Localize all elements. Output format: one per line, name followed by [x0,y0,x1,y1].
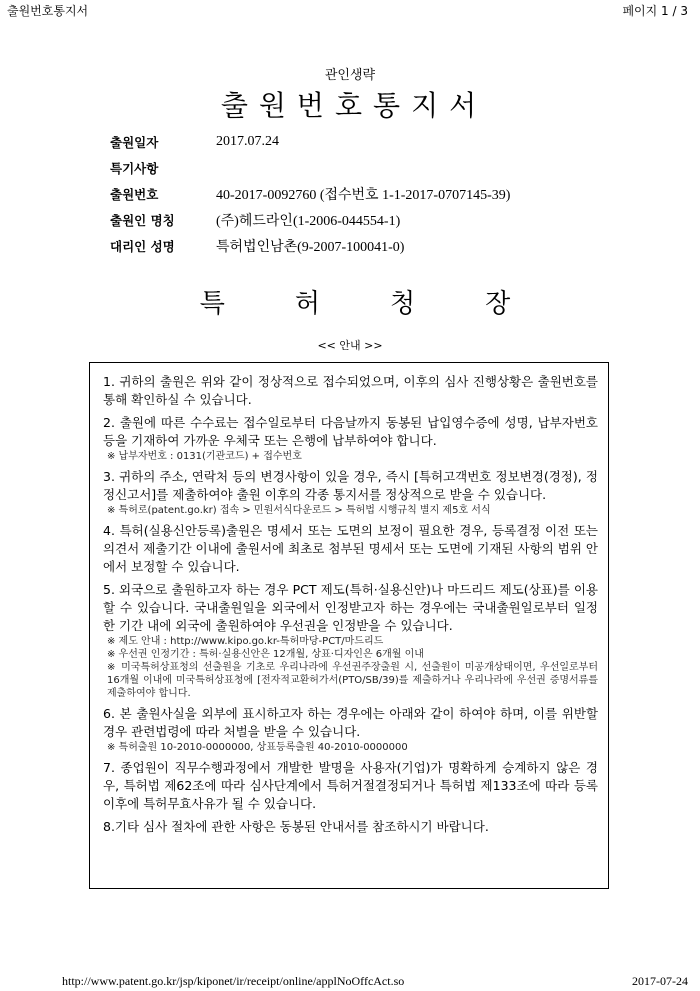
guide-item-text: 5. 외국으로 출원하고자 하는 경우 PCT 제도(특허·실용신안)나 마드리드 제도(상표)를 이용할 수 있습니다. 국내출원일을 외국에서 인정받고자 하는 경우에는 국내출원일로부터 일정한 기간 내에 외국에 출원하여야 우선권을 인정받을 수 있습니다. [103,582,598,633]
guide-note: ※ 제도 안내 : http://www.kipo.go.kr-특허마당-PCT/마드리드 [107,636,384,647]
header-title: 출원번호통지서 [7,4,89,18]
guide-item [103,522,598,576]
issuing-office: 특허청장 [199,289,581,319]
guide-heading: << 안내 >> [317,339,383,352]
info-label-text: 대리인 성명 [110,239,175,254]
info-row-agent-name [110,235,404,257]
guide-box [89,362,609,889]
guide-item [103,373,598,409]
guide-item [103,414,598,463]
info-value: 2017.07.24 [216,134,279,149]
info-value: 40-2017-0092760 (접수번호 1-1-2017-0707145-39) [216,188,511,203]
guide-item-text: 7. 종업원이 직무수행과정에서 개발한 발명을 사용자(기업)가 명확하게 승계하지 않은 경우, 특허법 제62조에 따라 심사단계에서 특허거절결정되거나 특허법 제133조에 따라 등록이후에 특허무효사유가 될 수 있습니다. [103,760,598,811]
info-label [110,211,207,229]
info-label-text: 출원일자 [110,135,159,150]
guide-item [103,705,598,754]
footer-url: http://www.patent.go.kr/jsp/kiponet/ir/receipt/online/applNoOffcAct.so [62,974,405,988]
guide-item-text: 1. 귀하의 출원은 위와 같이 정상적으로 접수되었으며, 이후의 심사 진행상황은 출원번호를 통해 확인하실 수 있습니다. [103,374,598,407]
guide-item-text: 6. 본 출원사실을 외부에 표시하고자 하는 경우에는 아래와 같이 하여야 하며, 이를 위반할 경우 관련법령에 따라 처벌을 받을 수 있습니다. [103,706,598,739]
info-row-application-number [110,183,510,205]
guide-note: ※ 납부자번호 : 0131(기관코드) + 접수번호 [107,451,302,462]
info-label [110,159,207,177]
guide-item [103,468,598,517]
info-row-filing-date [110,131,279,153]
info-label [110,185,207,203]
guide-item [103,818,598,836]
info-label [110,237,207,255]
guide-item-text: 2. 출원에 따른 수수료는 접수일로부터 다음날까지 동봉된 납입영수증에 성명, 납부자번호 등을 기재하여 가까운 우체국 또는 은행에 납부하여야 합니다. [103,415,598,448]
info-row-applicant-name [110,209,400,231]
document-title: 출원번호통지서 [220,89,488,122]
info-label-text: 특기사항 [110,161,159,176]
guide-item-text: 8.기타 심사 절차에 관한 사항은 동봉된 안내서를 참조하시기 바랍니다. [103,819,489,834]
page-indicator: 페이지 1 / 3 [622,4,688,18]
guide-note: ※ 특허로(patent.go.kr) 접속 > 민원서식다운로드 > 특허법 시행규칙 별지 제5호 서식 [107,505,491,516]
info-label-text: 출원번호 [110,187,159,202]
guide-note: ※ 우선권 인정기간 : 특허·실용신안은 12개월, 상표·디자인은 6개월 이내 [107,649,424,660]
footer-date: 2017-07-24 [632,974,688,988]
seal-omitted-label: 관인생략 [324,68,376,83]
info-value: 특허법인남촌(9-2007-100041-0) [216,240,405,255]
info-row-special-notes [110,157,216,179]
info-label [110,133,207,151]
guide-item-text: 3. 귀하의 주소, 연락처 등의 변경사항이 있을 경우, 즉시 [특허고객번호 정보변경(경정), 정정신고서]를 제출하여야 출원 이후의 각종 통지서를 정상적으로 받을 수 있습니다. [103,469,598,502]
guide-item [103,581,598,700]
guide-note: ※ 미국특허상표청의 선출원을 기초로 우리나라에 우선권주장출원 시, 선출원이 미공개상태이면, 우선일로부터 16개월 이내에 미국특허상표청에 [전자적교환허가서(PTO/SB/39)를 제출하거나 우리나라에 우선권 증명서류를 제출하여야 합니다. [107,662,598,699]
guide-note: ※ 특허출원 10-2010-0000000, 상표등록출원 40-2010-0000000 [107,742,408,753]
info-label-text: 출원인 명칭 [110,213,175,228]
info-value: (주)헤드라인(1-2006-044554-1) [216,214,401,229]
guide-item-text: 4. 특허(실용신안등록)출원은 명세서 또는 도면의 보정이 필요한 경우, 등록결정 이전 또는 의견서 제출기간 이내에 출원서에 최초로 첨부된 명세서 또는 도면에 기재된 사항의 범위 안에서 보정할 수 있습니다. [103,523,598,574]
guide-item [103,759,598,813]
